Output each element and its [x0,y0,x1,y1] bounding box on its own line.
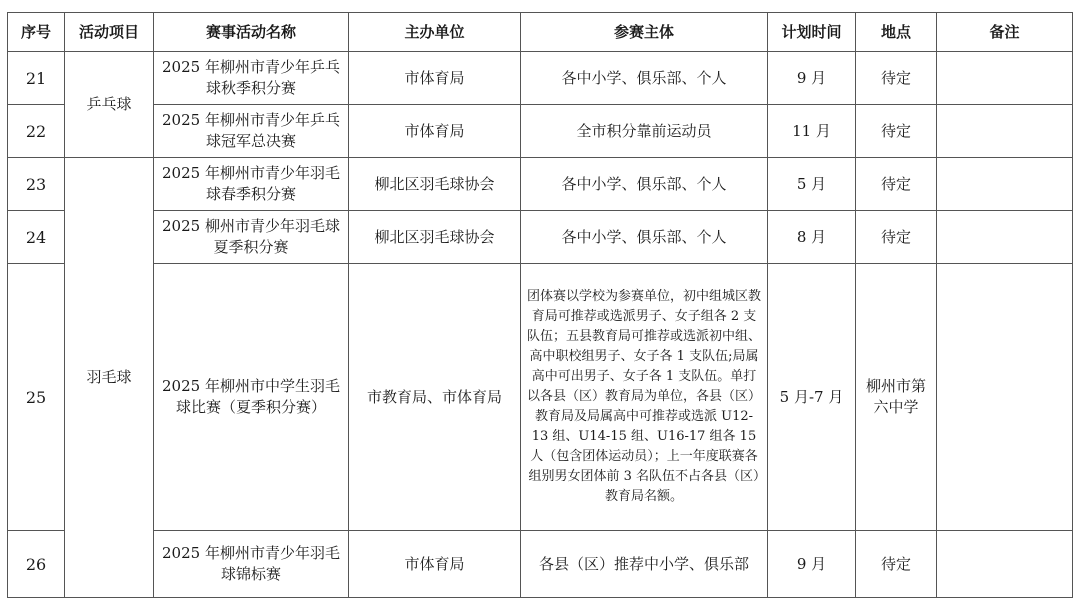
seq-cell: 21 [8,52,65,105]
remarks-cell [937,264,1073,531]
category-cell-badminton: 羽毛球 [65,158,154,598]
seq-cell: 22 [8,105,65,158]
header-participants: 参赛主体 [521,13,768,52]
event-name-cell: 2025 年柳州市青少年乒乓球秋季积分赛 [154,52,349,105]
participants-cell: 各县（区）推荐中小学、俱乐部 [521,531,768,598]
event-name-cell: 2025 年柳州市青少年乒乓球冠军总决赛 [154,105,349,158]
time-cell: 11 月 [768,105,856,158]
event-name-cell: 2025 年柳州市青少年羽毛球锦标赛 [154,531,349,598]
header-event-name: 赛事活动名称 [154,13,349,52]
organizer-cell: 市体育局 [349,531,521,598]
time-cell: 9 月 [768,531,856,598]
location-cell: 待定 [856,105,937,158]
time-cell: 8 月 [768,211,856,264]
organizer-cell: 市体育局 [349,105,521,158]
header-location: 地点 [856,13,937,52]
remarks-cell [937,158,1073,211]
table-row [8,264,1073,531]
remarks-cell [937,211,1073,264]
time-cell: 5 月 [768,158,856,211]
header-row [8,13,1073,52]
remarks-cell [937,531,1073,598]
participants-cell: 各中小学、俱乐部、个人 [521,158,768,211]
schedule-table-container [7,12,1073,598]
location-cell: 柳州市第六中学 [856,264,937,531]
organizer-cell: 柳北区羽毛球协会 [349,158,521,211]
table-row [8,158,1073,211]
table-row [8,52,1073,105]
remarks-cell [937,52,1073,105]
participants-cell: 各中小学、俱乐部、个人 [521,52,768,105]
header-time: 计划时间 [768,13,856,52]
table-row [8,211,1073,264]
header-category: 活动项目 [65,13,154,52]
table-row [8,531,1073,598]
location-cell: 待定 [856,211,937,264]
remarks-cell [937,105,1073,158]
time-cell: 9 月 [768,52,856,105]
location-cell: 待定 [856,531,937,598]
location-cell: 待定 [856,52,937,105]
organizer-cell: 市教育局、市体育局 [349,264,521,531]
event-name-cell: 2025 年柳州市中学生羽毛球比赛（夏季积分赛） [154,264,349,531]
time-cell: 5 月-7 月 [768,264,856,531]
event-name-cell: 2025 年柳州市青少年羽毛球春季积分赛 [154,158,349,211]
location-cell: 待定 [856,158,937,211]
header-remarks: 备注 [937,13,1073,52]
seq-cell: 26 [8,531,65,598]
header-seq: 序号 [8,13,65,52]
seq-cell: 25 [8,264,65,531]
table-row [8,105,1073,158]
header-organizer: 主办单位 [349,13,521,52]
organizer-cell: 柳北区羽毛球协会 [349,211,521,264]
participants-cell: 全市积分靠前运动员 [521,105,768,158]
participants-cell: 各中小学、俱乐部、个人 [521,211,768,264]
schedule-table [7,12,1073,598]
organizer-cell: 市体育局 [349,52,521,105]
category-cell-table-tennis: 乒乓球 [65,52,154,158]
seq-cell: 23 [8,158,65,211]
seq-cell: 24 [8,211,65,264]
event-name-cell: 2025 柳州市青少年羽毛球夏季积分赛 [154,211,349,264]
participants-cell: 团体赛以学校为参赛单位，初中组城区教育局可推荐或选派男子、女子组各 2 支队伍；五县教育局可推荐或选派初中组、高中职校组男子、女子各 1 支队伍;局属高中可出男子、女子各 1 支队伍。单打以各县（区）教育局为单位，各县（区）教育局及局属高中可推荐或选派 U12-13 组、U14-15 组、U16-17 组各 15 人（包含团体运动员）；上一年度联赛各组别男女团体前 3 名队伍不占各县（区）教育局名额。 [521,264,768,531]
